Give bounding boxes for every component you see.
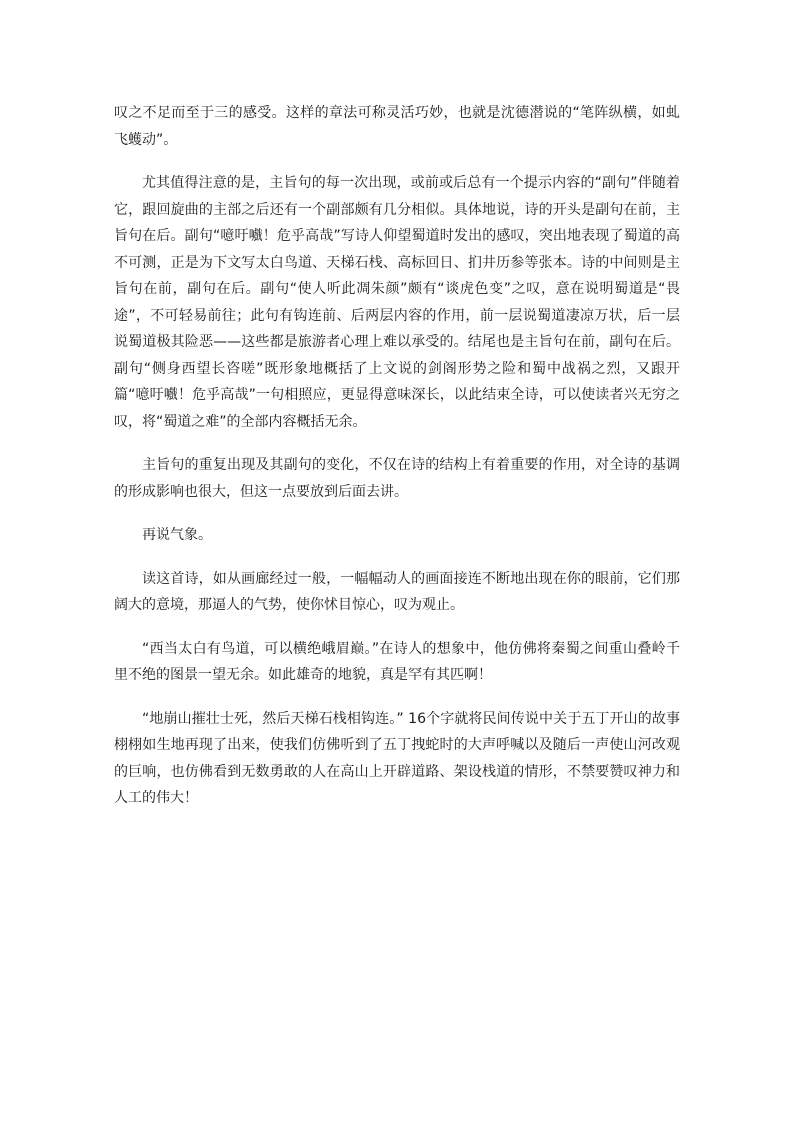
article-body: [114, 100, 680, 829]
paragraph-section-heading: 再说气象。: [142, 527, 212, 543]
paragraph-gallery: 读这首诗，如从画廊经过一般，一幅幅动人的画面接连不断地出现在你的眼前，它们那阔大的意境，那逼人的气势，使你怵目惊心，叹为观止。: [114, 570, 680, 613]
paragraph-bird-road: “西当太白有鸟道，可以横绝峨眉巅。”在诗人的想象中，他仿佛将秦蜀之间重山叠岭千里不绝的图景一望无余。如此雄奇的地貌，真是罕有其匹啊！: [114, 640, 680, 683]
paragraph-continuation: 叹之不足而至于三的感受。这样的章法可称灵活巧妙，也就是沈德潜说的“笔阵纵横，如虬飞蠖动”。: [114, 105, 680, 148]
paragraph-five-ding: “地崩山摧壮士死，然后天梯石栈相钩连。” 16个字就将民间传说中关于五丁开山的故事栩栩如生地再现了出来，使我们仿佛听到了五丁拽蛇时的大声呼喊以及随后一声使山河改观的巨响，也仿佛看到无数勇敢的人在高山上开辟道路、架设栈道的情形，不禁要赞叹神力和人工的伟大！: [114, 710, 680, 806]
paragraph-subsidiary-sentences: 尤其值得注意的是，主旨句的每一次出现，或前或后总有一个提示内容的“副句”伴随着它，跟回旋曲的主部之后还有一个副部颇有几分相似。具体地说，诗的开头是副句在前，主旨句在后。副句“噫吁嚱！危乎高哉”写诗人仰望蜀道时发出的感叹，突出地表现了蜀道的高不可测，正是为下文写太白鸟道、天梯石栈、高标回日、扪井历参等张本。诗的中间则是主旨句在前，副句在后。副句“使人听此凋朱颜”颇有“谈虎色变”之叹，意在说明蜀道是“畏途”，不可轻易前往；此句有钩连前、后两层内容的作用，前一层说蜀道凄凉万状，后一层说蜀道极其险恶——这些都是旅游者心理上难以承受的。结尾也是主旨句在前，副句在后。副句“侧身西望长咨嗟”既形象地概括了上文说的剑阁形势之险和蜀中战祸之烈，又跟开篇“噫吁嚱！危乎高哉”一句相照应，更显得意味深长，以此结束全诗，可以使读者兴无穷之叹，将“蜀道之难”的全部内容概括无余。: [114, 175, 680, 430]
paragraph-theme-repetition: 主旨句的重复出现及其副句的变化，不仅在诗的结构上有着重要的作用，对全诗的基调的形成影响也很大，但这一点要放到后面去讲。: [114, 457, 680, 500]
